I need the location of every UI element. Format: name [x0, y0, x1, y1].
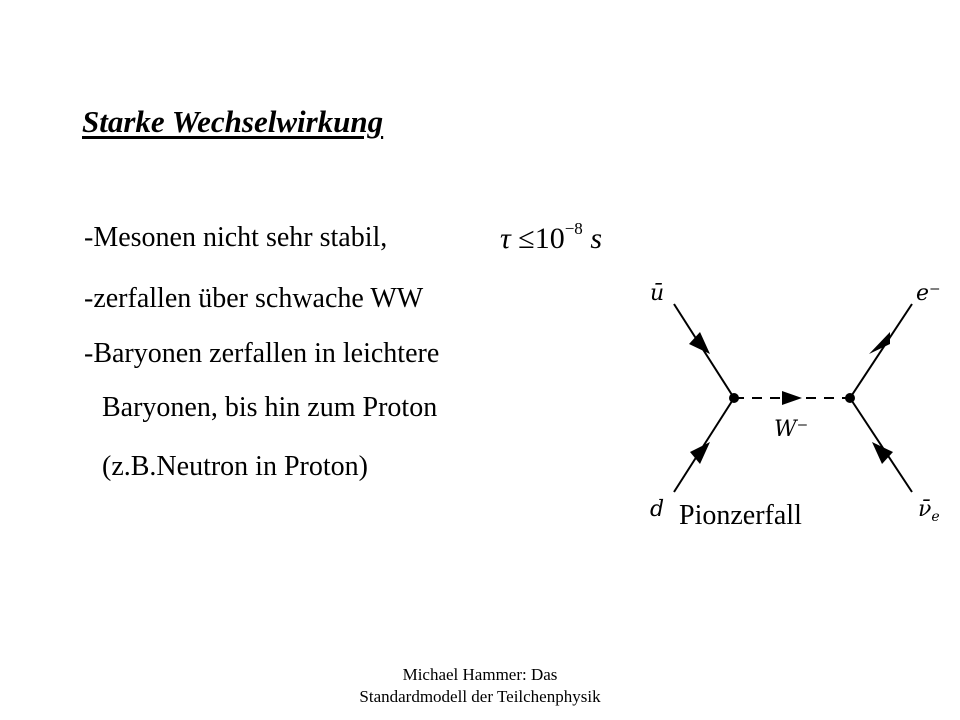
- label-down: d: [650, 497, 665, 522]
- formula-unit: s: [590, 222, 602, 255]
- label-antineutrino-sub: e: [931, 509, 940, 525]
- text-line-baryonen: -Baryonen zerfallen in leichtere: [84, 338, 440, 369]
- slide-title: Starke Wechselwirkung: [82, 104, 384, 139]
- label-antineutrino: [918, 497, 940, 525]
- text-line-proton: Baryonen, bis hin zum Proton: [102, 392, 438, 423]
- footer-line-2: Standardmodell der Teilchenphysik: [359, 687, 601, 706]
- footer-line-1: Michael Hammer: Das: [402, 665, 558, 684]
- label-w-boson: W⁻: [774, 417, 809, 442]
- arrow-antiup: [689, 332, 710, 354]
- feynman-diagram: [632, 270, 942, 530]
- label-antineutrino-main: ν̄: [918, 497, 932, 522]
- text-line-zerfallen: -zerfallen über schwache WW: [84, 283, 424, 314]
- text-line-mesonen: -Mesonen nicht sehr stabil,: [84, 222, 388, 253]
- formula-base: 10: [534, 222, 565, 255]
- vertex-left: [729, 393, 739, 403]
- formula-exponent: −8: [564, 219, 583, 238]
- arrow-antineutrino: [872, 442, 893, 464]
- line-electron: [850, 304, 912, 398]
- formula-relation: ≤: [518, 222, 535, 255]
- diagram-caption: Pionzerfall: [679, 500, 802, 531]
- vertex-right: [845, 393, 855, 403]
- formula-lifetime: [500, 219, 602, 256]
- text-line-neutron: (z.B.Neutron in Proton): [102, 451, 368, 482]
- formula-tau: τ: [500, 222, 511, 255]
- arrow-w-boson: [782, 391, 802, 405]
- label-electron: e⁻: [916, 281, 941, 306]
- arrow-electron: [869, 332, 890, 354]
- line-antineutrino: [850, 398, 912, 492]
- label-antiup: ū: [650, 281, 665, 306]
